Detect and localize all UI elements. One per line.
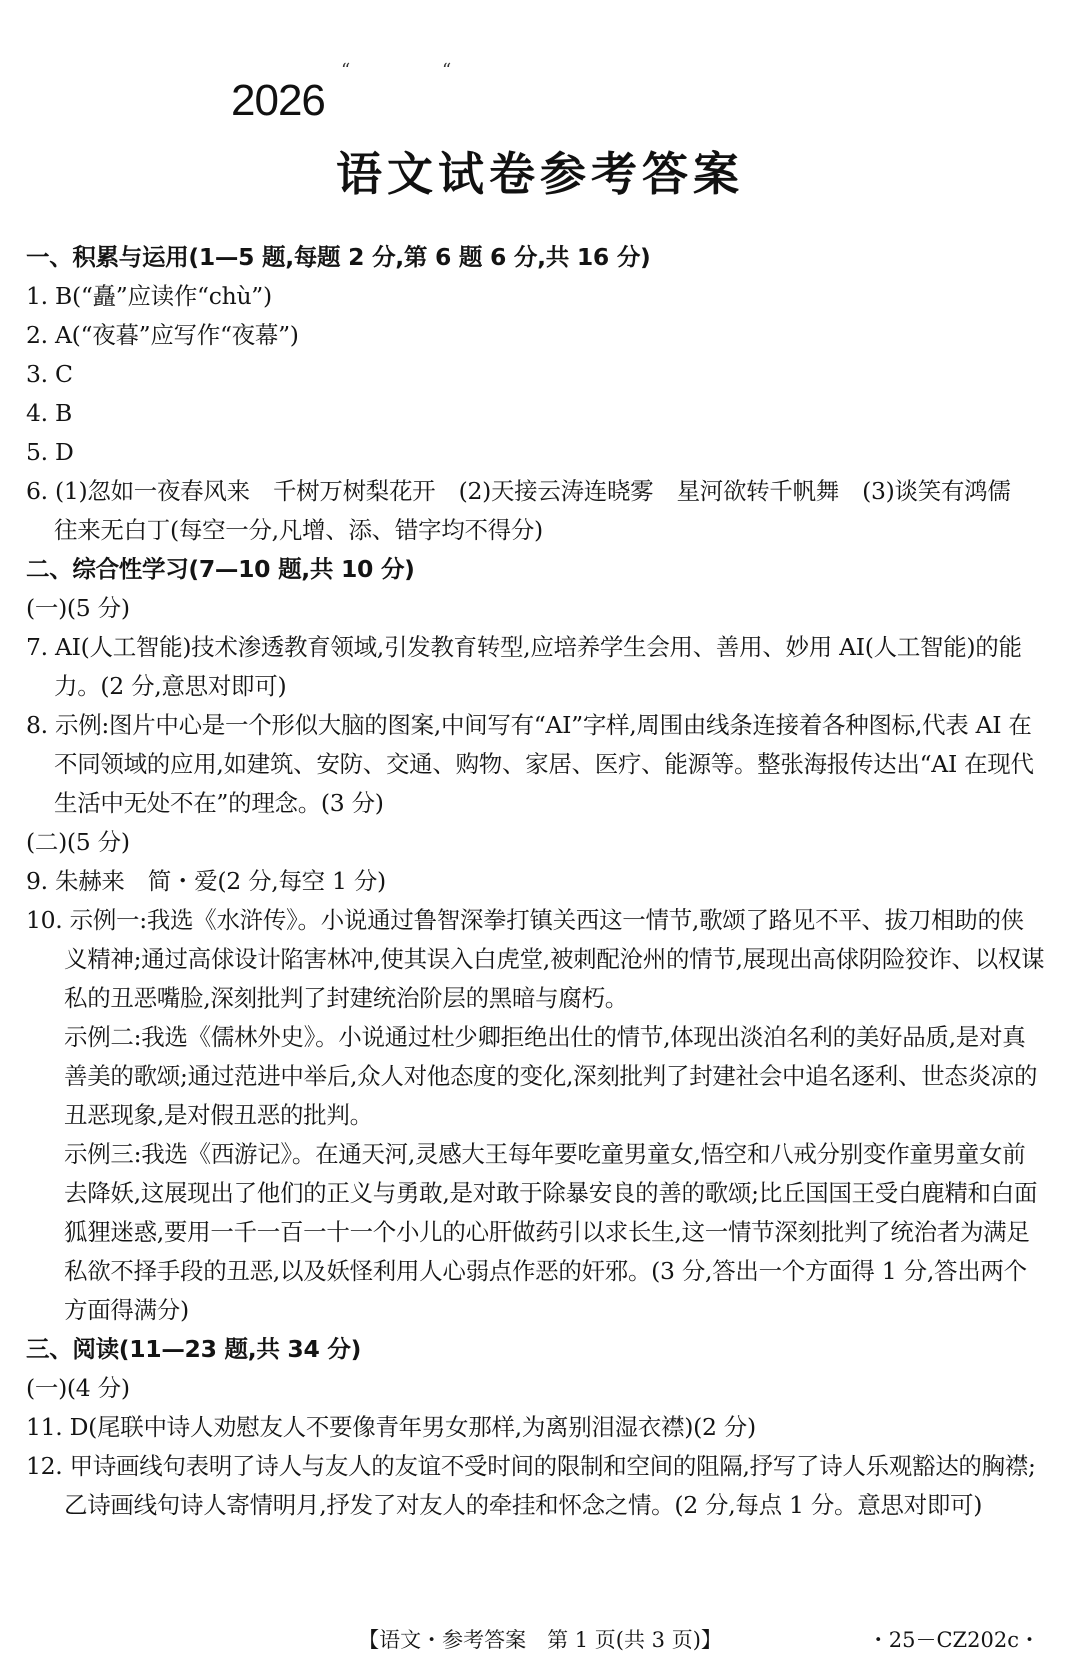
answer-item: 1. B(“矗”应读作“chù”) bbox=[26, 282, 272, 310]
page-number: 【语文・参考答案 第 1 页(共 3 页)】 bbox=[358, 1628, 722, 1652]
answer-item: 2. A(“夜暮”应写作“夜幕”) bbox=[26, 321, 299, 349]
subsection-heading: (一)(4 分) bbox=[26, 1374, 130, 1402]
subsection-heading: (二)(5 分) bbox=[26, 828, 130, 856]
section-heading: 二、综合性学习(7—10 题,共 10 分) bbox=[26, 555, 415, 583]
blank-open-quote: “ bbox=[442, 60, 452, 81]
exam-year: 2026 bbox=[231, 76, 325, 125]
answer-item: 4. B bbox=[26, 399, 72, 427]
answer-item: 3. C bbox=[26, 360, 73, 388]
section-heading: 一、积累与运用(1—5 题,每题 2 分,第 6 题 6 分,共 16 分) bbox=[26, 243, 651, 271]
page-title: 语文试卷参考答案 bbox=[336, 147, 744, 201]
page-footer bbox=[0, 1624, 1080, 1654]
answer-item: 8. 示例:图片中心是一个形似大脑的图案,中间写有“AI”字样,周围由线条连接着各种图标,代表 AI 在不同领域的应用,如建筑、安防、交通、购物、家居、医疗、能源等。整张海报传达出“AI 在现代生活中无处不在”的理念。(3 分) bbox=[26, 711, 1034, 817]
answer-item: 12. 甲诗画线句表明了诗人与友人的友谊不受时间的限制和空间的阻隔,抒写了诗人乐观豁达的胸襟;乙诗画线句诗人寄情明月,抒发了对友人的牵挂和怀念之情。(2 分,每点 1 分。意思对即可) bbox=[26, 1452, 1036, 1519]
answer-example: 示例三:我选《西游记》。在通天河,灵感大王每年要吃童男童女,悟空和八戒分别变作童男童女前去降妖,这展现出了他们的正义与勇敢,是对敢于除暴安良的善的歌颂;比丘国国王受白鹿精和白面狐狸迷惑,要用一千一百一十一个小儿的心肝做药引以求长生,这一情节深刻批判了统治者为满足私欲不择手段的丑恶,以及妖怪利用人心弱点作恶的奸邪。(3 分,答出一个方面得 1 分,答出两个方面得满分) bbox=[64, 1140, 1038, 1324]
subsection-heading: (一)(5 分) bbox=[26, 594, 130, 622]
section-heading: 三、阅读(11—23 题,共 34 分) bbox=[26, 1335, 362, 1363]
answer-item: 11. D(尾联中诗人劝慰友人不要像青年男女那样,为离别泪湿衣襟)(2 分) bbox=[26, 1413, 756, 1441]
answer-item: 7. AI(人工智能)技术渗透教育领域,引发教育转型,应培养学生会用、善用、妙用 AI(人工智能)的能力。(2 分,意思对即可) bbox=[26, 633, 1022, 700]
answer-content bbox=[26, 238, 1046, 1525]
answer-item: 10. 示例一:我选《水浒传》。小说通过鲁智深拳打镇关西这一情节,歌颂了路见不平、拔刀相助的侠义精神;通过高俅设计陷害林冲,使其误入白虎堂,被刺配沧州的情节,展现出高俅阴险狡诈、以权谋私的丑恶嘴脸,深刻批判了封建统治阶层的黑暗与腐朽。 bbox=[26, 906, 1045, 1012]
answer-item: 9. 朱赫来 简・爱(2 分,每空 1 分) bbox=[26, 867, 386, 895]
answer-example: 示例二:我选《儒林外史》。小说通过杜少卿拒绝出仕的情节,体现出淡泊名利的美好品质,是对真善美的歌颂;通过范进中举后,众人对他态度的变化,深刻批判了封建社会中追名逐利、世态炎凉的丑恶现象,是对假丑恶的批判。 bbox=[64, 1023, 1038, 1129]
answer-item: 6. (1)忽如一夜春风来 千树万树梨花开 (2)天接云涛连晓雾 星河欲转千帆舞 (3)谈笑有鸿儒 往来无白丁(每空一分,凡增、添、错字均不得分) bbox=[26, 477, 1034, 544]
document-code: ・25－CZ202c・ bbox=[867, 1628, 1040, 1652]
blank-open-quote: “ bbox=[341, 60, 351, 81]
answer-item: 5. D bbox=[26, 438, 74, 466]
